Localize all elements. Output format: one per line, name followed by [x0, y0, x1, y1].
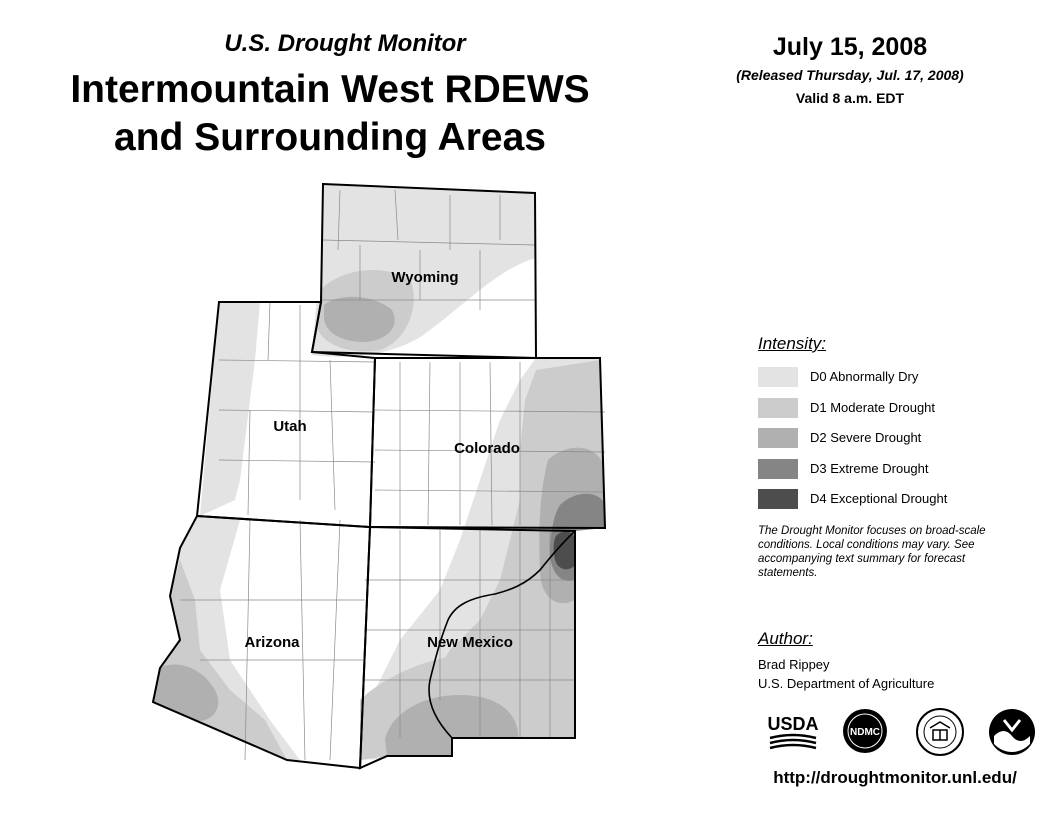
release-date: (Released Thursday, Jul. 17, 2008): [736, 67, 964, 83]
legend-swatch: [758, 459, 798, 479]
author-name: Brad Rippey: [758, 657, 830, 672]
state-label-new-mexico: New Mexico: [427, 634, 513, 651]
legend-label: D0 Abnormally Dry: [810, 369, 919, 384]
legend-label: D3 Extreme Drought: [810, 460, 929, 476]
map-title-line1: Intermountain West RDEWS: [70, 68, 590, 111]
author-title: Author:: [758, 629, 813, 648]
ndmc-logo: [842, 708, 888, 754]
valid-time: Valid 8 a.m. EDT: [795, 90, 905, 106]
legend-swatch: [758, 489, 798, 509]
legend-swatch: [758, 367, 798, 387]
state-label-colorado: Colorado: [454, 440, 520, 457]
usda-logo: [766, 708, 820, 752]
map-date: July 15, 2008: [772, 33, 928, 61]
author-org: U.S. Department of Agriculture: [758, 676, 935, 691]
usda-logo-text: USDA: [767, 714, 819, 734]
noaa-logo: [988, 708, 1036, 756]
website-url[interactable]: http://droughtmonitor.unl.edu/: [773, 768, 1017, 787]
legend-swatch: [758, 398, 798, 418]
state-label-arizona: Arizona: [244, 634, 300, 651]
legend-note: The Drought Monitor focuses on broad-scale conditions. Local conditions may vary. See accompanying text summary for forecast statements.: [758, 525, 986, 579]
state-label-wyoming: Wyoming: [391, 269, 459, 286]
legend-label: D4 Exceptional Drought: [810, 491, 948, 506]
map-title-line2: and Surrounding Areas: [114, 116, 546, 159]
commerce-seal: [916, 708, 964, 756]
state-label-utah: Utah: [273, 418, 307, 435]
drought-areas: [153, 184, 605, 760]
legend-title: Intensity:: [758, 334, 827, 353]
legend-label: D2 Severe Drought: [810, 430, 922, 445]
ndmc-logo-text: NDMC: [850, 727, 880, 738]
legend-swatch: [758, 428, 798, 448]
legend-label: D1 Moderate Drought: [810, 399, 936, 415]
map-subtitle: U.S. Drought Monitor: [224, 30, 466, 57]
